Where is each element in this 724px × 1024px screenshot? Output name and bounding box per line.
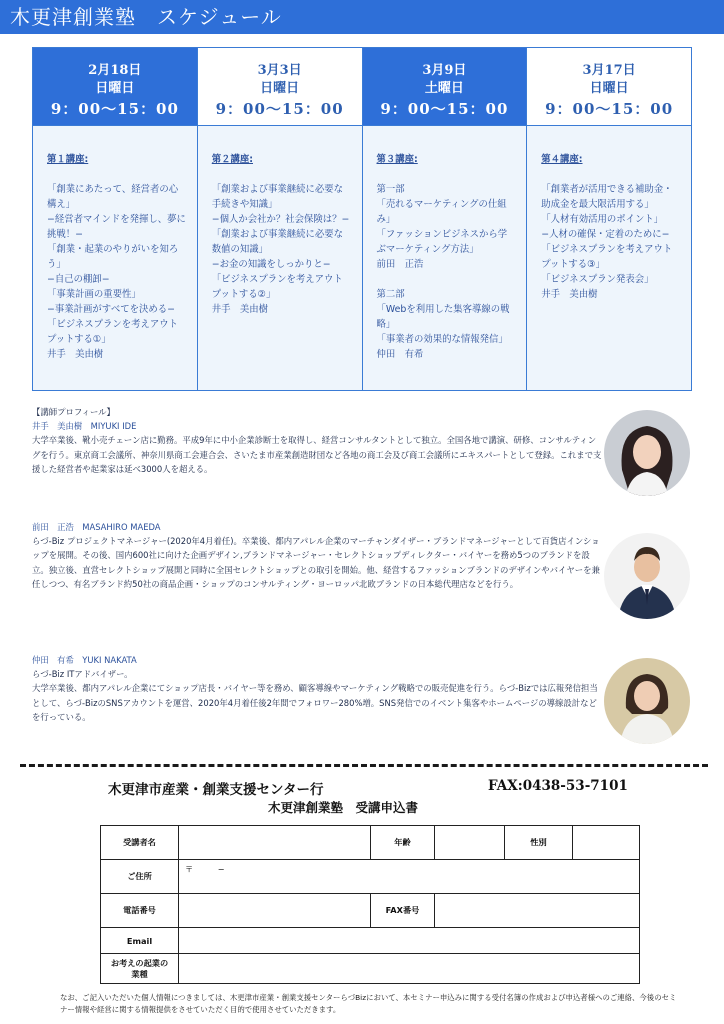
- lecture-line: 井手 美由樹: [541, 289, 598, 300]
- form-row-phone: [101, 894, 640, 928]
- profile-name: 前田 正浩 MASAHIRO MAEDA: [32, 522, 161, 532]
- lecture-line: −自己の棚卸−: [47, 274, 110, 285]
- gender-field[interactable]: [573, 826, 640, 860]
- schedule-content: [198, 126, 362, 390]
- lecture-line: −事業計画がすべてを決める−: [47, 304, 176, 315]
- profile-text: 大学卒業後、靴小売チェーン店に勤務。平成9年に中小企業診断士を取得し、経営コンサルタントとして独立。全国各地で講演、研修、コンサルティングを行う。東京商工会議所、神奈川県商工会連合会、さいたま市産業創造財団など各地の商工会及び商工会議所にエキスパートとして登録。これまで支援した経営者や起業家は延べ3000人を超える。: [32, 435, 602, 474]
- session-date: 3月17日: [582, 63, 636, 78]
- schedule-column: [198, 48, 363, 390]
- lecture-line: 「創業および事業継続に必要な手続きや知識」: [211, 184, 344, 210]
- lecture-line: 「ファッションビジネスから学ぶマーケティング方法」: [376, 229, 508, 255]
- label-address: ご住所: [101, 860, 179, 894]
- form-row-address: [101, 860, 640, 894]
- lecture-line: −人材の確保・定着のために−: [541, 229, 670, 240]
- schedule-table: [32, 47, 692, 391]
- phone-field[interactable]: [179, 894, 371, 928]
- lecture-line: 「Webを利用した集客導線の戦略」: [376, 304, 510, 330]
- session-dow: 日曜日: [260, 81, 300, 96]
- profile-role: らづ-Biz ITアドバイザー。: [32, 669, 133, 680]
- schedule-date-header: [363, 48, 527, 126]
- postal-mark: 〒 −: [185, 864, 225, 874]
- fax-field[interactable]: [435, 894, 640, 928]
- lecture-line: 「創業・起業のやりがいを知ろう」: [47, 244, 179, 270]
- session-date: 3月3日: [257, 63, 302, 78]
- industry-field[interactable]: [179, 954, 640, 984]
- session-date: 3月9日: [422, 63, 467, 78]
- lecture-line: 「売れるマーケティングの仕組み」: [376, 199, 507, 225]
- label-industry: お考えの起業の業種: [101, 954, 179, 984]
- profile-nakata: [32, 653, 602, 724]
- schedule-column: [33, 48, 198, 390]
- session-time: 9：00～15：00: [215, 100, 344, 118]
- lecture-line: 「ビジネスプラン発表会」: [541, 274, 654, 285]
- profile-text: 大学卒業後、都内アパレル企業にてショップ店長・バイヤー等を務め、顧客導線やマーケティング戦略での販売促進を行う。らづ-Bizでは広報発信担当として、らづ-BizのSNSアカウントを運営、2020年4月着任後2年間でフォロワー280%増。SNS発信でのイベント集客やホームページの導線設計などを行っている。: [32, 683, 598, 722]
- lecture-line: 「創業にあたって、経営者の心構え」: [47, 184, 179, 210]
- email-field[interactable]: [179, 928, 640, 954]
- avatar-ide: [604, 410, 690, 496]
- lecture-line: 「ビジネスプランを考えアウトプットする③」: [541, 244, 673, 270]
- lecture-line: −個人か会社か？社会保険は？−: [211, 214, 350, 225]
- lecture-line: 「創業および事業継続に必要な数値の知識」: [211, 229, 344, 255]
- label-gender: 性別: [505, 826, 573, 860]
- form-fax-number: FAX:0438-53-7101: [488, 778, 628, 794]
- form-row-email: [101, 928, 640, 954]
- form-row-name: [101, 826, 640, 860]
- schedule-content: [33, 126, 197, 390]
- profile-name: 仲田 有希 YUKI NAKATA: [32, 655, 137, 665]
- session-time: 9：00～15：00: [380, 100, 509, 118]
- lecture-line: 井手 美由樹: [47, 349, 104, 360]
- lecture-line: 仲田 有希: [376, 349, 424, 360]
- lecture-line: 「事業者の効果的な情報発信」: [376, 334, 508, 345]
- schedule-content: [363, 126, 527, 390]
- label-phone: 電話番号: [101, 894, 179, 928]
- label-name: 受講者名: [101, 826, 179, 860]
- profile-ide: [32, 405, 602, 476]
- schedule-date-header: [527, 48, 691, 126]
- schedule-column: [363, 48, 528, 390]
- lecture-label: 第２講座:: [211, 154, 253, 165]
- form-destination: 木更津市産業・創業支援センター行: [108, 782, 324, 798]
- lecture-line: 「事業計画の重要性」: [47, 289, 141, 300]
- schedule-date-header: [198, 48, 362, 126]
- avatar-nakata: [604, 658, 690, 744]
- profile-name: 井手 美由樹 MIYUKI IDE: [32, 421, 137, 432]
- session-time: 9：00～15：00: [545, 100, 674, 118]
- session-dow: 日曜日: [589, 81, 629, 96]
- lecture-line: 「人材有効活用のポイント」: [541, 214, 664, 225]
- session-dow: 土曜日: [424, 81, 464, 96]
- lecture-line: −経営者マインドを発揮し、夢に挑戦！−: [47, 214, 186, 240]
- age-field[interactable]: [435, 826, 505, 860]
- form-row-industry: [101, 954, 640, 984]
- lecture-line: 第二部: [376, 289, 405, 300]
- name-field[interactable]: [179, 826, 371, 860]
- form-subtitle: 木更津創業塾 受講申込書: [268, 800, 419, 815]
- profile-text: らづ-Biz プロジェクトマネージャー(2020年4月着任)。卒業後、都内アパレル企業のマーチャンダイザー・ブランドマネージャーとして百貨店インショップを展開。その後、国内600社に向けた企画デザイン,ブランドマネージャー・セレクトショップディレクター・バイヤーを務め5つのブランドを設立。独立後、直営セレクトショップ展開と同時に全国セレクトショップとの取引を開始。他、経営するファッションブランドのデザインやバイヤーを兼任しつつ、有名ブランド約50社の商品企画・ショップのコンサルティング・ヨーロッパ北欧ブランドの日本総代理店などを行う。: [32, 536, 600, 589]
- session-date: 2月18日: [88, 63, 142, 78]
- lecture-line: 井手 美由樹: [211, 304, 269, 315]
- schedule-content: [527, 126, 691, 390]
- lecture-label: 第１講座:: [47, 154, 89, 165]
- lecture-line: 第一部: [376, 184, 405, 195]
- schedule-date-header: [33, 48, 197, 126]
- lecture-line: 前田 正浩: [376, 259, 424, 270]
- profiles-heading: 【講師プロフィール】: [32, 407, 115, 417]
- page-title: 木更津創業塾 スケジュール: [0, 0, 724, 34]
- profile-maeda: [32, 520, 602, 591]
- cut-line-divider: [20, 764, 708, 767]
- label-email: Email: [101, 928, 179, 954]
- lecture-line: 「ビジネスプランを考えアウトプットする①」: [47, 319, 178, 345]
- session-time: 9：00～15：00: [50, 100, 179, 118]
- application-form: [100, 825, 640, 984]
- address-field[interactable]: [179, 860, 640, 894]
- lecture-label: 第４講座:: [541, 154, 583, 165]
- label-age: 年齢: [371, 826, 435, 860]
- privacy-notice: なお、ご記入いただいた個人情報につきましては、木更津市産業・創業支援センターらづBizにおいて、本セミナー申込みに関する受付名簿の作成および申込者様へのご連絡、今後のセミナー情報や経営に関する情報提供をさせていただく目的で使用させていただきます。: [60, 993, 677, 1014]
- lecture-line: [377, 272, 517, 287]
- lecture-line: −お金の知識をしっかりと−: [211, 259, 331, 270]
- schedule-column: [527, 48, 691, 390]
- lecture-line: 「創業者が活用できる補助金・助成金を最大限活用する」: [541, 184, 673, 210]
- lecture-label: 第３講座:: [376, 154, 418, 165]
- session-dow: 日曜日: [95, 81, 135, 96]
- avatar-maeda: [604, 533, 690, 619]
- label-fax: FAX番号: [371, 894, 435, 928]
- lecture-line: 「ビジネスプランを考えアウトプットする②」: [211, 274, 343, 300]
